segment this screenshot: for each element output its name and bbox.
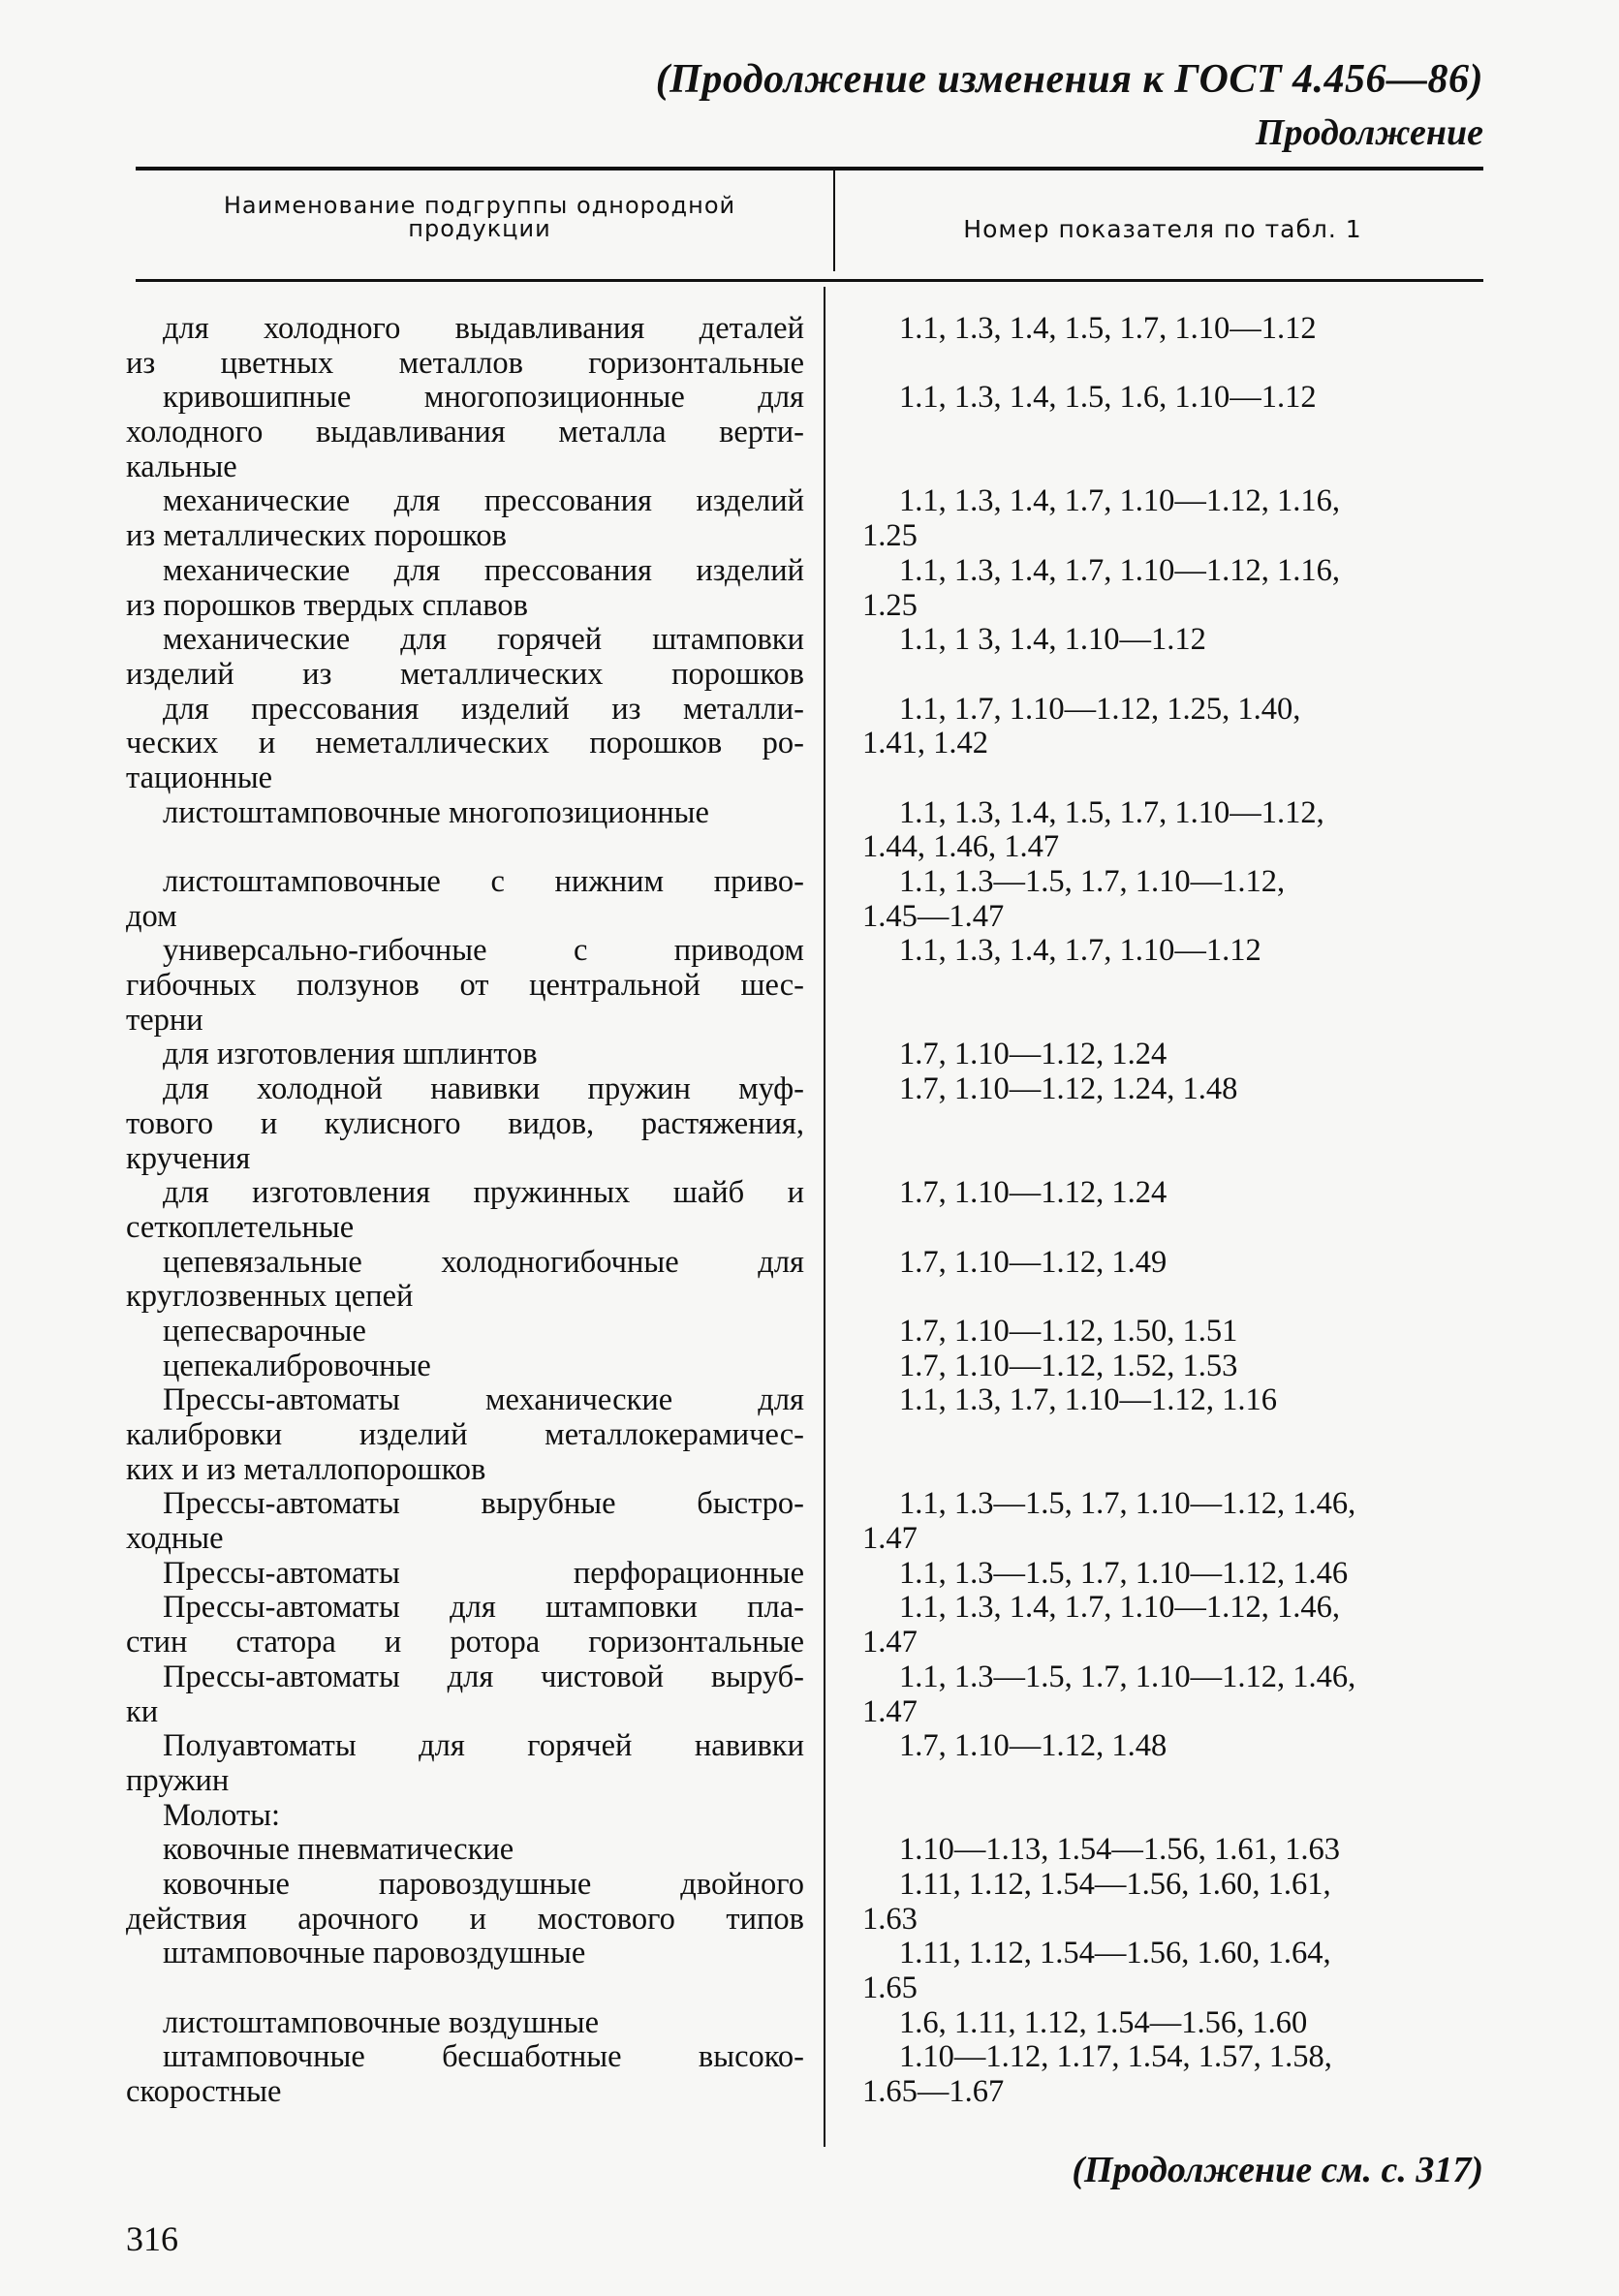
indicator-number-line (862, 450, 1355, 485)
product-subgroup-line (126, 1971, 804, 2006)
indicator-number-line (862, 1107, 1355, 1142)
indicator-number-line: 1.41, 1.42 (862, 726, 988, 761)
product-subgroup-line: ческих и неметаллических порошков ро- (126, 726, 804, 761)
product-subgroup-line: стин статора и ротора горизонтальные (126, 1625, 804, 1660)
indicator-number-line: 1.7, 1.10—1.12, 1.24 (899, 1037, 1168, 1072)
header-column-divider (833, 171, 835, 271)
indicator-number-line (862, 1211, 1355, 1246)
indicator-number-line (862, 658, 1355, 693)
indicator-number-line: 1.25 (862, 587, 918, 623)
header-continuation-title: (Продолжение изменения к ГОСТ 4.456—86) (655, 57, 1483, 102)
indicator-number-line (862, 1004, 1355, 1039)
product-subgroup-line: пружин (126, 1762, 230, 1798)
product-subgroup-line: для изготовления шплинтов (163, 1037, 538, 1072)
indicator-number-line: 1.1, 1 3, 1.4, 1.10—1.12 (899, 622, 1206, 658)
product-subgroup-line: ких и из металлопорошков (126, 1451, 486, 1487)
product-subgroup-line: терни (126, 1002, 203, 1038)
product-subgroup-line: сеткоплетельные (126, 1209, 355, 1245)
indicator-number-line: 1.1, 1.7, 1.10—1.12, 1.25, 1.40, (899, 691, 1301, 727)
column-header-name-line1: Наименование подгруппы однородной (223, 192, 736, 219)
product-subgroup-line: для изготовления пружинных шайб и (163, 1175, 804, 1211)
indicator-number-line: 1.1, 1.3, 1.4, 1.7, 1.10—1.12, 1.16, (899, 483, 1340, 519)
product-subgroup-line: для холодной навивки пружин муф- (163, 1071, 804, 1107)
indicator-number-line: 1.1, 1.3, 1.4, 1.7, 1.10—1.12 (899, 933, 1261, 969)
indicator-number-line: 1.7, 1.10—1.12, 1.24 (899, 1175, 1168, 1211)
product-subgroup-line: кручения (126, 1140, 251, 1176)
product-subgroup-line: изделий из металлических порошков (126, 656, 804, 692)
indicator-number-line: 1.10—1.12, 1.17, 1.54, 1.57, 1.58, (899, 2039, 1332, 2075)
product-subgroup-line: ходные (126, 1521, 224, 1557)
product-subgroup-line: листоштамповочные многопозиционные (163, 794, 709, 830)
indicator-number-line: 1.1, 1.3, 1.4, 1.5, 1.7, 1.10—1.12, (899, 794, 1324, 830)
product-subgroup-line: цепесварочные (163, 1313, 366, 1349)
product-subgroup-line: универсально-гибочные с приводом (163, 933, 804, 969)
page-number: 316 (126, 2219, 178, 2258)
indicator-number-line: 1.63 (862, 1901, 918, 1937)
indicator-number-line: 1.7, 1.10—1.12, 1.50, 1.51 (899, 1313, 1238, 1349)
product-subgroup-line: механические для горячей штамповки (163, 622, 804, 658)
indicator-number-line: 1.44, 1.46, 1.47 (862, 829, 1060, 865)
indicator-number-line (862, 1142, 1355, 1177)
indicator-number-line (862, 761, 1355, 796)
indicator-number-line: 1.47 (862, 1693, 918, 1729)
product-subgroup-line: Молоты: (163, 1797, 281, 1833)
indicator-number-line: 1.1, 1.3—1.5, 1.7, 1.10—1.12, 1.46, (899, 1486, 1356, 1522)
product-subgroup-line: действия арочного и мостового типов (126, 1901, 804, 1937)
indicator-number-line: 1.7, 1.10—1.12, 1.48 (899, 1728, 1168, 1764)
indicator-number-line: 1.47 (862, 1625, 918, 1660)
product-subgroup-column (126, 312, 804, 2110)
product-subgroup-line: листоштамповочные с нижним приво- (163, 864, 804, 899)
product-subgroup-line: механические для прессования изделий (163, 552, 804, 588)
indicator-number-line: 1.65—1.67 (862, 2074, 1005, 2110)
product-subgroup-line: ковочные паровоздушные двойного (163, 1866, 804, 1902)
header-continuation-label: Продолжение (1255, 112, 1483, 153)
body-column-divider (824, 287, 825, 2147)
product-subgroup-line: кривошипные многопозиционные для (163, 380, 804, 416)
indicator-number-column (862, 312, 1355, 2110)
product-subgroup-line: тового и кулисного видов, растяжения, (126, 1105, 804, 1141)
indicator-number-line (862, 347, 1355, 382)
product-subgroup-line: для прессования изделий из металли- (163, 691, 804, 727)
indicator-number-line (862, 416, 1355, 450)
column-header-name (155, 194, 804, 240)
indicator-number-line: 1.1, 1.3—1.5, 1.7, 1.10—1.12, (899, 864, 1286, 899)
indicator-number-line: 1.11, 1.12, 1.54—1.56, 1.60, 1.61, (899, 1866, 1331, 1902)
product-subgroup-line: скоростные (126, 2074, 282, 2110)
product-subgroup-line: кальные (126, 449, 237, 484)
product-subgroup-line: листоштамповочные воздушные (163, 2004, 600, 2040)
product-subgroup-line: Прессы-автоматы вырубные быстро- (163, 1486, 804, 1522)
product-subgroup-line: штамповочные паровоздушные (163, 1936, 586, 1971)
indicator-number-line: 1.7, 1.10—1.12, 1.24, 1.48 (899, 1071, 1238, 1107)
indicator-number-line: 1.1, 1.3—1.5, 1.7, 1.10—1.12, 1.46, (899, 1659, 1356, 1694)
product-subgroup-line: штамповочные бесшаботные высоко- (163, 2039, 804, 2075)
indicator-number-line: 1.1, 1.3, 1.4, 1.5, 1.7, 1.10—1.12 (899, 311, 1317, 346)
product-subgroup-line: тационные (126, 760, 273, 795)
indicator-number-line: 1.45—1.47 (862, 898, 1005, 934)
indicator-number-line: 1.1, 1.3—1.5, 1.7, 1.10—1.12, 1.46 (899, 1555, 1349, 1591)
indicator-number-line: 1.10—1.13, 1.54—1.56, 1.61, 1.63 (899, 1832, 1340, 1868)
product-subgroup-line: Полуавтоматы для горячей навивки (163, 1728, 804, 1764)
product-subgroup-line: из металлических порошков (126, 518, 507, 554)
indicator-number-line (862, 1418, 1355, 1453)
indicator-number-line (862, 1453, 1355, 1488)
indicator-number-line: 1.25 (862, 518, 918, 554)
indicator-number-line (862, 969, 1355, 1004)
column-header-number: Номер показателя по табл. 1 (963, 215, 1362, 243)
product-subgroup-line: круглозвенных цепей (126, 1279, 414, 1315)
table-header-rule (136, 279, 1483, 282)
product-subgroup-line: механические для прессования изделий (163, 483, 804, 519)
indicator-number-line: 1.1, 1.3, 1.4, 1.7, 1.10—1.12, 1.16, (899, 552, 1340, 588)
indicator-number-line: 1.1, 1.3, 1.7, 1.10—1.12, 1.16 (899, 1382, 1277, 1418)
indicator-number-line (862, 1799, 1355, 1834)
product-subgroup-line: ковочные пневматические (163, 1832, 514, 1868)
product-subgroup-line (126, 830, 804, 865)
indicator-number-line: 1.7, 1.10—1.12, 1.52, 1.53 (899, 1348, 1238, 1383)
product-subgroup-line: Прессы-автоматы перфорационные (163, 1555, 804, 1591)
product-subgroup-line: калибровки изделий металлокерамичес- (126, 1417, 804, 1452)
product-subgroup-line: холодного выдавливания металла верти- (126, 415, 804, 450)
column-header-name-line2: продукции (408, 215, 551, 242)
product-subgroup-line: цепевязальные холодногибочные для (163, 1244, 804, 1280)
product-subgroup-line: из цветных металлов горизонтальные (126, 345, 804, 381)
product-subgroup-line: дом (126, 898, 177, 934)
indicator-number-line (862, 1764, 1355, 1799)
indicator-number-line: 1.1, 1.3, 1.4, 1.5, 1.6, 1.10—1.12 (899, 380, 1317, 416)
product-subgroup-line: цепекалибровочные (163, 1348, 431, 1383)
indicator-number-line: 1.7, 1.10—1.12, 1.49 (899, 1244, 1168, 1280)
product-subgroup-line: для холодного выдавливания деталей (163, 311, 804, 346)
table-top-rule (136, 167, 1483, 171)
product-subgroup-line: Прессы-автоматы для штамповки пла- (163, 1590, 804, 1626)
indicator-number-line: 1.11, 1.12, 1.54—1.56, 1.60, 1.64, (899, 1936, 1331, 1971)
indicator-number-line: 1.47 (862, 1521, 918, 1557)
indicator-number-line: 1.1, 1.3, 1.4, 1.7, 1.10—1.12, 1.46, (899, 1590, 1340, 1626)
product-subgroup-line: ки (126, 1693, 159, 1729)
product-subgroup-line: Прессы-автоматы для чистовой выруб- (163, 1659, 804, 1694)
continuation-note: (Продолжение см. с. 317) (1072, 2150, 1483, 2190)
indicator-number-line (862, 1280, 1355, 1315)
product-subgroup-line: гибочных ползунов от центральной шес- (126, 968, 804, 1004)
product-subgroup-line: из порошков твердых сплавов (126, 587, 528, 623)
indicator-number-line: 1.65 (862, 1970, 918, 2005)
indicator-number-line: 1.6, 1.11, 1.12, 1.54—1.56, 1.60 (899, 2004, 1308, 2040)
product-subgroup-line: Прессы-автоматы механические для (163, 1382, 804, 1418)
